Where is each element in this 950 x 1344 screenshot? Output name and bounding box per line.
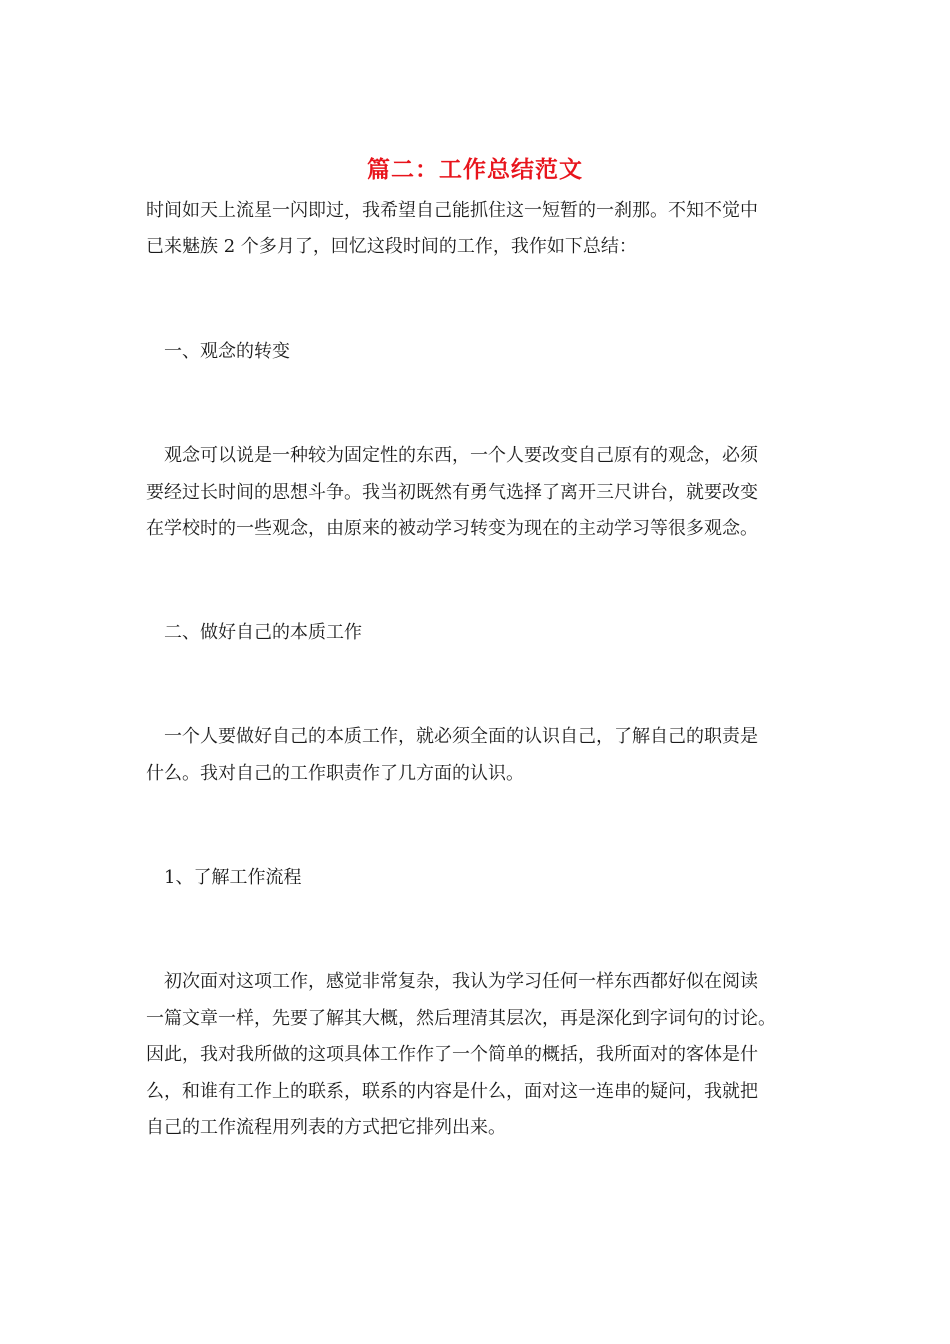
intro-line-1: 时间如天上流星一闪即过，我希望自己能抓住这一短暂的一刹那。不知不觉中 (146, 200, 758, 221)
section1-line-2: 要经过长时间的思想斗争。我当初既然有勇气选择了离开三尺讲台，就要改变 (146, 482, 758, 503)
section2-line-1: 一个人要做好自己的本质工作，就必须全面的认识自己，了解自己的职责是 (164, 726, 758, 747)
sub1-line-3: 因此，我对我所做的这项具体工作作了一个简单的概括，我所面对的客体是什 (146, 1044, 758, 1065)
section1-line-1: 观念可以说是一种较为固定性的东西，一个人要改变自己原有的观念，必须 (164, 445, 758, 466)
document-title: 篇二：工作总结范文 (367, 156, 583, 183)
section-heading-2: 二、做好自己的本质工作 (164, 622, 362, 643)
sub1-line-4: 么，和谁有工作上的联系，联系的内容是什么，面对这一连串的疑问，我就把 (146, 1081, 758, 1102)
section1-line-3: 在学校时的一些观念，由原来的被动学习转变为现在的主动学习等很多观念。 (146, 518, 758, 539)
section-heading-1: 一、观念的转变 (164, 341, 290, 362)
subsection-heading-1: 1、了解工作流程 (164, 867, 302, 888)
sub1-line-2: 一篇文章一样，先要了解其大概，然后理清其层次，再是深化到字词句的讨论。 (146, 1008, 776, 1029)
sub1-line-1: 初次面对这项工作，感觉非常复杂，我认为学习任何一样东西都好似在阅读 (164, 971, 758, 992)
sub1-line-5: 自己的工作流程用列表的方式把它排列出来。 (146, 1117, 506, 1138)
section2-line-2: 什么。我对自己的工作职责作了几方面的认识。 (146, 763, 524, 784)
intro-line-2: 已来魅族 2 个多月了，回忆这段时间的工作，我作如下总结： (146, 236, 637, 257)
